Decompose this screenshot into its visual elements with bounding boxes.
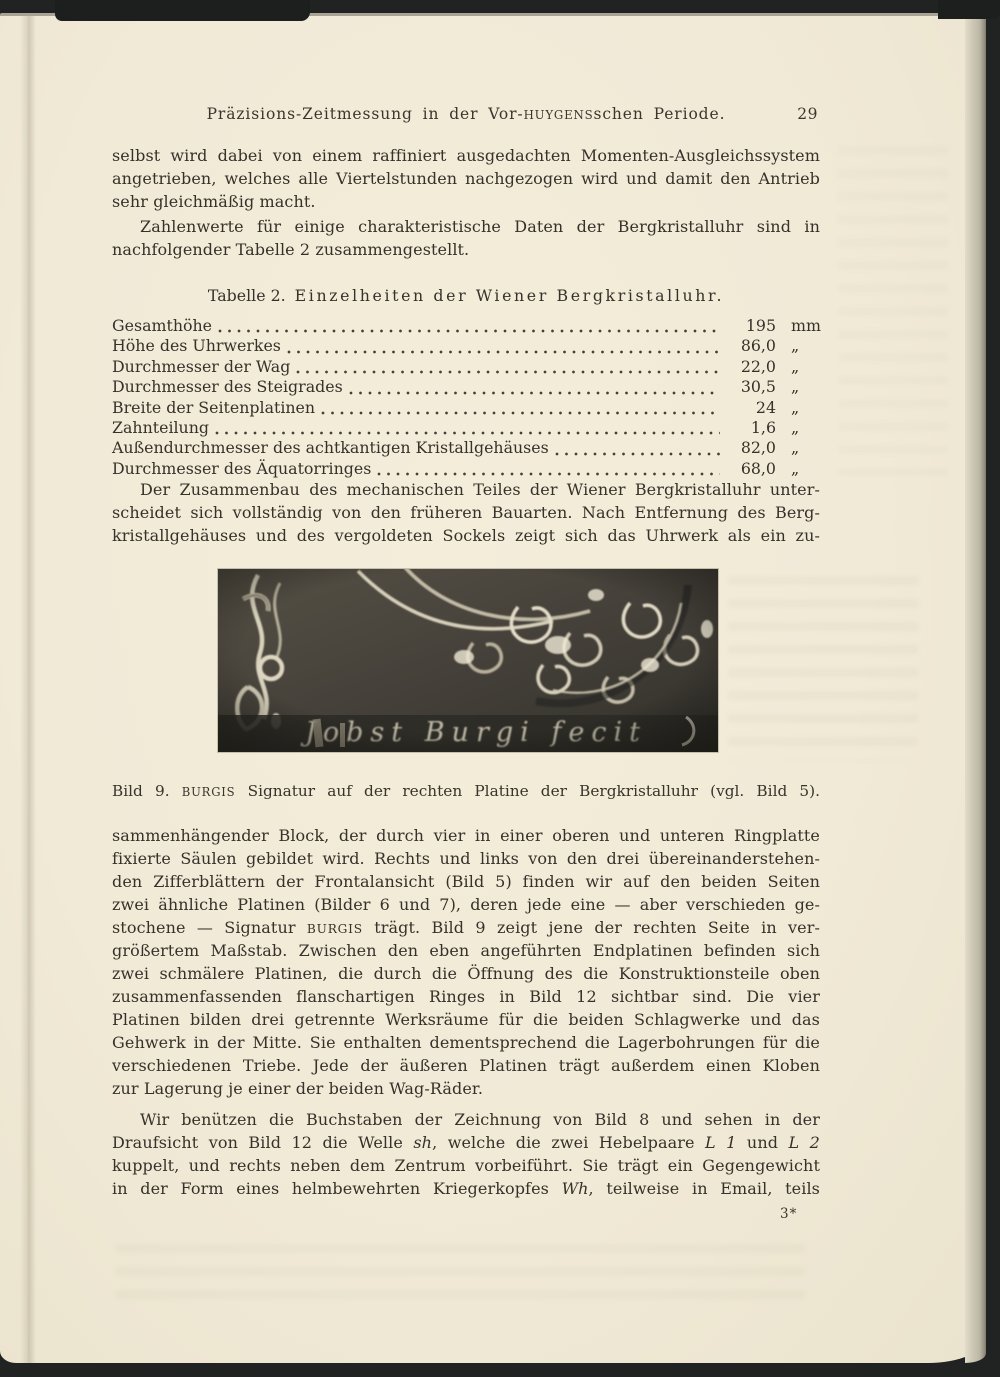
row-unit: „ [791, 458, 800, 478]
dot-leader [294, 361, 720, 377]
text-line: scheidet sich vollständig von den früheren Bauarten. Nach Entfernung des Berg- [112, 503, 820, 522]
text-line: Gehwerk in der Mitte. Sie enthalten dementsprechend die Lagerbohrungen für die [112, 1033, 820, 1052]
engraving-photo [218, 569, 718, 752]
table-row [112, 316, 820, 336]
page-number: 29 [797, 105, 818, 123]
dot-leader [347, 382, 720, 398]
text-line: kuppelt, und rechts neben dem Zentrum vorbeiführt. Sie trägt ein Gegengewicht [112, 1156, 820, 1175]
scan-edge-notch [55, 0, 310, 21]
row-label: Durchmesser des Steigrades [112, 377, 343, 397]
dot-leader [375, 463, 720, 479]
table-row [112, 336, 820, 356]
header-title-part: schen Periode. [593, 105, 726, 123]
text-line: zur Lagerung je einer der beiden Wag-Räder. [112, 1079, 484, 1098]
row-label: Außendurchmesser des achtkantigen Kristallgehäuses [112, 438, 549, 458]
italic-symbol: L 2 [788, 1133, 820, 1152]
text-segment: und [736, 1133, 789, 1152]
row-label: Durchmesser des Äquatorringes [112, 458, 372, 478]
text-segment: , teilweise in Email, teils [588, 1179, 820, 1198]
row-value: 30,5 [740, 377, 776, 397]
dot-leader [285, 341, 720, 357]
row-value: 86,0 [740, 336, 776, 356]
row-value: 22,0 [740, 356, 776, 376]
text-line: zwei schmälere Platinen, die durch die Öffnung des die Konstruktionsteile oben [112, 964, 820, 983]
italic-symbol: sh [413, 1133, 433, 1152]
header-title-smallcaps: HUYGENS [523, 108, 594, 122]
header-title-part: Präzisions-Zeitmessung in der Vor- [206, 105, 524, 123]
figure-caption [112, 780, 820, 802]
page-stack-edge [965, 16, 986, 1363]
text-line: Platinen bilden drei getrennte Werksräume für die beiden Schlagwerke und das [112, 1010, 820, 1029]
paragraph-block-description [112, 824, 820, 1100]
row-label: Zahnteilung [112, 417, 210, 437]
text-line: Zahlenwerte für einige charakteristische Daten der Bergkristalluhr sind in [140, 217, 820, 236]
table-2 [112, 284, 820, 479]
text-line: nachfolgender Tabelle 2 zusammengestellt. [112, 240, 470, 259]
table-title [112, 284, 820, 308]
text-line: sehr gleichmäßig macht. [112, 192, 316, 211]
printers-signature-mark: 3* [780, 1206, 798, 1222]
text-line [112, 916, 820, 939]
row-value: 82,0 [740, 438, 776, 458]
book-page [0, 13, 986, 1363]
caption-smallcaps-name: BURGIS [181, 785, 236, 799]
row-unit: „ [791, 438, 800, 458]
dot-leader [319, 402, 720, 418]
row-value: 1,6 [750, 417, 776, 437]
row-unit: „ [791, 356, 800, 376]
table-row [112, 357, 820, 377]
paragraph-assembly [112, 478, 820, 547]
paragraph-intro [112, 144, 820, 213]
dot-leader [553, 443, 720, 459]
row-value: 24 [755, 397, 776, 417]
italic-symbol: Wh [561, 1179, 589, 1198]
table-row [112, 418, 820, 438]
text-line [112, 1177, 820, 1200]
text-segment: in der Form eines helmbewehrten Kriegerkopfes [112, 1179, 562, 1198]
text-segment: trägt. Bild 9 zeigt jene der rechten Seite in ver- [362, 918, 820, 937]
row-unit: „ [791, 336, 800, 356]
smallcaps-name: BURGIS [306, 922, 363, 936]
dot-leader [213, 422, 720, 438]
table-row [112, 398, 820, 418]
text-line [112, 1131, 820, 1154]
text-line: angetrieben, welches alle Viertelstunden nachgezogen wird und damit den Antrieb [112, 169, 820, 188]
text-line: verschiedenen Triebe. Jede der äußeren Platinen trägt außerdem einen Kloben [112, 1056, 820, 1075]
text-line: den Zifferblättern der Frontalansicht (Bild 5) finden wir auf den beiden Seiten [112, 872, 820, 891]
text-line: kristallgehäuses und des vergoldeten Sockels zeigt sich das Uhrwerk als ein zu- [112, 526, 820, 545]
row-value: 195 [745, 316, 776, 335]
row-label: Durchmesser der Wag [112, 356, 291, 376]
row-label: Höhe des Uhrwerkes [112, 336, 281, 356]
text-line: selbst wird dabei von einem raffiniert ausgedachten Momenten-Ausgleichssystem [112, 146, 820, 165]
row-unit: „ [791, 377, 800, 397]
text-segment: stochene — Signatur [112, 918, 307, 937]
row-value: 68,0 [740, 458, 776, 478]
row-label: Gesamthöhe [112, 316, 213, 335]
row-unit: „ [791, 417, 800, 437]
text-line: zwei ähnliche Platinen (Bilder 6 und 7), deren jede eine — aber verschieden ge- [112, 895, 820, 914]
text-line: größertem Maßstab. Zwischen den eben angeführten Endplatinen befinden sich [112, 941, 820, 960]
text-line: Der Zusammenbau des mechanischen Teiles der Wiener Bergkristalluhr unter- [140, 480, 820, 499]
row-label: Breite der Seitenplatinen [112, 397, 316, 417]
scan-edge-notch [938, 0, 1000, 19]
table-row [112, 459, 820, 479]
italic-symbol: L 1 [705, 1133, 737, 1152]
paragraph-letters-description [112, 1108, 820, 1200]
text-segment: , welche die zwei Hebelpaare [432, 1133, 706, 1152]
dot-leader [216, 320, 720, 336]
binding-fold-shadow [20, 16, 36, 1363]
text-column [112, 16, 820, 1363]
text-line: Wir benützen die Buchstaben der Zeichnung von Bild 8 und sehen in der [140, 1110, 820, 1129]
text-segment: Draufsicht von Bild 12 die Welle [112, 1133, 414, 1152]
showthrough-ghost [838, 146, 948, 476]
caption-text: Signatur auf der rechten Platine der Bergkristalluhr (vgl. Bild 5). [235, 782, 820, 800]
running-header [112, 103, 820, 125]
text-line: zusammenfassenden flanschartigen Ringes in Bild 12 sichtbar sind. Die vier [112, 987, 820, 1006]
figure-photo-bild-9 [218, 569, 718, 752]
table-row [112, 438, 820, 458]
table-row [112, 377, 820, 397]
table-title-label: Tabelle 2. [207, 286, 286, 305]
row-unit: mm [791, 316, 821, 335]
text-line: fixierte Säulen gebildet wird. Rechts und links von den drei übereinanderstehen- [112, 849, 820, 868]
row-unit: „ [791, 397, 800, 417]
table-title-text: Einzelheiten der Wiener Bergkristalluhr. [294, 286, 725, 305]
text-line: sammenhängender Block, der durch vier in einer oberen und unteren Ringplatte [112, 826, 820, 845]
paragraph-table-lead [112, 215, 820, 261]
caption-figure-label: Bild 9. [112, 782, 182, 800]
